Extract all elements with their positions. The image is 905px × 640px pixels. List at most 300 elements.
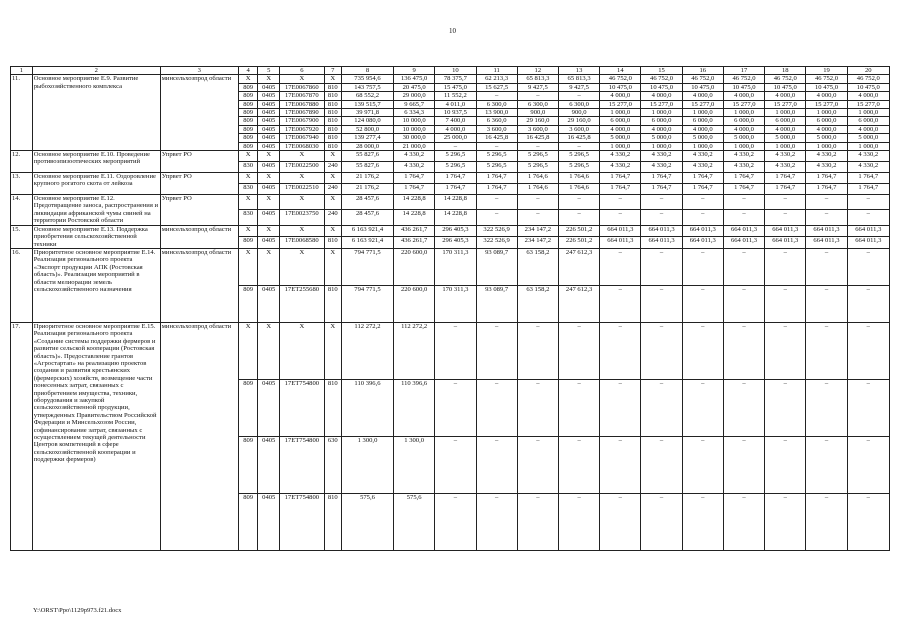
budget-code-cell: 0405 [258, 436, 280, 493]
budget-code-cell: 0405 [258, 109, 280, 117]
amount-cell: – [600, 493, 641, 550]
amount-cell: – [723, 436, 764, 493]
budget-code-cell: 810 [324, 125, 341, 133]
budget-code-cell: 809 [238, 92, 258, 100]
amount-cell: 5 296,5 [476, 151, 517, 162]
amount-cell: 28 457,6 [341, 210, 393, 225]
amount-cell: 664 011,3 [682, 237, 723, 249]
item-name: Приоритетное основное мероприятие Е.14. Реализация регионального проекта «Экспорт продукции АПК (Ростовская область)». Реализация мероприятий в области мелиорации земель сельскохозяйственного назначения [32, 248, 160, 322]
amount-cell: 4 000,0 [641, 92, 682, 100]
amount-cell: 124 080,0 [341, 117, 393, 125]
budget-code-cell: 830 [238, 210, 258, 225]
amount-cell: 5 296,5 [435, 151, 476, 162]
item-name: Приоритетное основное мероприятие Е.15. Реализация регионального проекта «Создание системы поддержки фермеров и развитие сельской кооперации (Ростовская область)». Предоставление грантов «Агростартап» на реализацию проектов создания и развития крестьянских (фермерских) хозяйств, возмещение части понесенных затрат, связанных с приобретением имущества, техники, оборудования и закупкой сельскохозяйственной продукции, утвержденных Правительством Российской Федерации и Минсельхозом России, софинансирование затрат, связанных с осуществлением текущей деятельности Центров компетенций в сфере сельскохозяйственной кооперации и поддержки фермеров) [32, 322, 160, 550]
budget-code-cell: X [258, 322, 280, 379]
amount-cell: 14 228,8 [394, 195, 435, 210]
column-number: 2 [32, 67, 160, 75]
budget-code-cell: X [238, 322, 258, 379]
amount-cell: – [765, 210, 806, 225]
amount-cell: 5 000,0 [765, 134, 806, 142]
budget-code-cell: 17ЕТ754800 [280, 493, 324, 550]
amount-cell: 1 764,6 [517, 184, 558, 195]
amount-cell: 6 000,0 [806, 117, 847, 125]
amount-cell: 1 764,7 [806, 173, 847, 184]
amount-cell: 29 160,0 [517, 117, 558, 125]
column-number: 16 [682, 67, 723, 75]
budget-code-cell: 0405 [258, 210, 280, 225]
budget-code-cell: 810 [324, 285, 341, 322]
amount-cell: – [641, 436, 682, 493]
budget-code-cell: X [324, 173, 341, 184]
amount-cell: – [682, 322, 723, 379]
column-number: 10 [435, 67, 476, 75]
amount-cell: – [847, 195, 889, 210]
amount-cell: 15 277,0 [765, 100, 806, 108]
budget-code-cell: 830 [238, 162, 258, 173]
table-row [11, 225, 890, 237]
amount-cell: 220 600,0 [394, 285, 435, 322]
amount-cell: 55 827,6 [341, 151, 393, 162]
amount-cell: 21 176,2 [341, 173, 393, 184]
budget-code-cell: 17Е0068030 [280, 142, 324, 150]
item-name: Основное мероприятие Е.11. Оздоровление крупного рогатого скота от лейкоза [32, 173, 160, 195]
table-row [11, 195, 890, 210]
budget-code-cell: X [280, 195, 324, 210]
item-executor: минсельхозпрод области [160, 75, 238, 151]
amount-cell: 1 764,7 [600, 184, 641, 195]
column-number: 4 [238, 67, 258, 75]
budget-code-cell: 0405 [258, 83, 280, 91]
amount-cell: 5 296,5 [558, 162, 599, 173]
budget-code-cell: 810 [324, 109, 341, 117]
item-name: Основное мероприятие Е.9. Развитие рыбохозяйственного комплекса [32, 75, 160, 151]
budget-code-cell: 17Е0022510 [280, 184, 324, 195]
amount-cell: – [765, 322, 806, 379]
amount-cell: 46 752,0 [847, 75, 889, 83]
amount-cell: 63 158,2 [517, 248, 558, 285]
amount-cell: 1 000,0 [847, 109, 889, 117]
amount-cell: 10 937,5 [435, 109, 476, 117]
amount-cell: – [558, 210, 599, 225]
budget-code-cell: X [238, 195, 258, 210]
amount-cell: 664 011,3 [765, 237, 806, 249]
amount-cell: 63 158,2 [517, 285, 558, 322]
amount-cell: – [682, 210, 723, 225]
amount-cell: 46 752,0 [723, 75, 764, 83]
amount-cell: – [558, 92, 599, 100]
amount-cell: 900,0 [517, 109, 558, 117]
amount-cell: 296 405,3 [435, 237, 476, 249]
amount-cell: 1 764,7 [847, 173, 889, 184]
amount-cell: 93 089,7 [476, 285, 517, 322]
amount-cell: – [476, 210, 517, 225]
amount-cell: 1 764,7 [765, 173, 806, 184]
amount-cell: 664 011,3 [600, 225, 641, 237]
amount-cell: 1 764,6 [517, 173, 558, 184]
amount-cell: 1 000,0 [806, 109, 847, 117]
amount-cell: 900,0 [558, 109, 599, 117]
amount-cell: 5 296,5 [476, 162, 517, 173]
amount-cell: – [641, 493, 682, 550]
amount-cell: 170 311,3 [435, 248, 476, 285]
budget-code-cell: 810 [324, 142, 341, 150]
amount-cell: – [600, 322, 641, 379]
amount-cell: – [682, 436, 723, 493]
budget-code-cell: 240 [324, 210, 341, 225]
amount-cell: 4 330,2 [682, 151, 723, 162]
budget-code-cell: X [280, 248, 324, 285]
amount-cell: – [476, 195, 517, 210]
budget-code-cell: 17Е0067880 [280, 100, 324, 108]
budget-code-cell: 0405 [258, 379, 280, 436]
amount-cell: 1 764,6 [558, 173, 599, 184]
amount-cell: 4 330,2 [394, 151, 435, 162]
budget-code-cell: X [258, 248, 280, 285]
amount-cell: – [847, 379, 889, 436]
budget-code-cell: 17Е0067940 [280, 134, 324, 142]
header-row [11, 67, 890, 75]
amount-cell: 4 000,0 [765, 92, 806, 100]
budget-code-cell: 0405 [258, 237, 280, 249]
amount-cell: 10 475,0 [806, 83, 847, 91]
amount-cell: 65 813,3 [558, 75, 599, 83]
column-number: 19 [806, 67, 847, 75]
amount-cell: 136 475,0 [394, 75, 435, 83]
column-number: 20 [847, 67, 889, 75]
item-executor: Упрвет РО [160, 195, 238, 226]
budget-code-cell: X [324, 322, 341, 379]
budget-code-cell: X [238, 173, 258, 184]
amount-cell: – [847, 322, 889, 379]
page-number: 10 [449, 27, 456, 35]
amount-cell: 1 764,6 [558, 184, 599, 195]
amount-cell: – [682, 195, 723, 210]
amount-cell: – [641, 379, 682, 436]
table-row [11, 151, 890, 162]
amount-cell: 46 752,0 [765, 75, 806, 83]
column-number: 17 [723, 67, 764, 75]
amount-cell: 7 400,0 [435, 117, 476, 125]
amount-cell: 4 000,0 [641, 125, 682, 133]
amount-cell: 6 000,0 [723, 117, 764, 125]
amount-cell: 234 147,2 [517, 225, 558, 237]
column-number: 7 [324, 67, 341, 75]
amount-cell: 1 764,7 [806, 184, 847, 195]
amount-cell: 29 000,0 [394, 92, 435, 100]
amount-cell: – [682, 379, 723, 436]
amount-cell: 68 552,2 [341, 92, 393, 100]
amount-cell: 735 954,6 [341, 75, 393, 83]
item-executor: Упрвет РО [160, 173, 238, 195]
amount-cell: 1 764,7 [641, 184, 682, 195]
budget-code-cell: X [258, 75, 280, 83]
amount-cell: – [558, 493, 599, 550]
amount-cell: 6 000,0 [641, 117, 682, 125]
amount-cell: 4 000,0 [847, 125, 889, 133]
amount-cell: 664 011,3 [847, 225, 889, 237]
budget-code-cell: 810 [324, 379, 341, 436]
budget-code-cell: 810 [324, 100, 341, 108]
amount-cell: – [517, 142, 558, 150]
amount-cell: 1 000,0 [723, 109, 764, 117]
budget-code-cell: X [258, 195, 280, 210]
amount-cell: – [558, 195, 599, 210]
amount-cell: 15 627,5 [476, 83, 517, 91]
budget-code-cell: X [324, 151, 341, 162]
amount-cell: 139 515,7 [341, 100, 393, 108]
amount-cell: 4 330,2 [765, 162, 806, 173]
amount-cell: 39 971,8 [341, 109, 393, 117]
amount-cell: – [765, 195, 806, 210]
column-number: 5 [258, 67, 280, 75]
amount-cell: 14 228,8 [435, 195, 476, 210]
amount-cell: 4 000,0 [847, 92, 889, 100]
amount-cell: 16 425,8 [558, 134, 599, 142]
item-number: 11. [11, 75, 33, 151]
amount-cell: 4 000,0 [682, 125, 723, 133]
amount-cell: 664 011,3 [682, 225, 723, 237]
budget-code-cell: 810 [324, 237, 341, 249]
amount-cell: 6 300,0 [476, 100, 517, 108]
amount-cell: – [435, 436, 476, 493]
amount-cell: 16 425,8 [476, 134, 517, 142]
budget-code-cell: 630 [324, 436, 341, 493]
amount-cell: – [806, 493, 847, 550]
budget-code-cell: 17Е0022500 [280, 162, 324, 173]
item-name: Основное мероприятие Е.12. Предотвращение заноса, распространения и ликвидация африканской чумы свиней на территории Ростовской области [32, 195, 160, 226]
amount-cell: 1 764,7 [394, 173, 435, 184]
amount-cell: 93 089,7 [476, 248, 517, 285]
amount-cell: – [682, 248, 723, 285]
amount-cell: 15 277,0 [847, 100, 889, 108]
amount-cell: 5 000,0 [682, 134, 723, 142]
amount-cell: 28 457,6 [341, 195, 393, 210]
amount-cell: – [723, 493, 764, 550]
budget-code-cell: X [258, 173, 280, 184]
budget-code-cell: 17Е0067860 [280, 83, 324, 91]
budget-table [10, 66, 890, 551]
amount-cell: 664 011,3 [806, 225, 847, 237]
amount-cell: – [435, 379, 476, 436]
budget-code-cell: 809 [238, 436, 258, 493]
amount-cell: 4 330,2 [847, 151, 889, 162]
amount-cell: 4 330,2 [682, 162, 723, 173]
amount-cell: 4 330,2 [723, 162, 764, 173]
budget-code-cell: 0405 [258, 285, 280, 322]
amount-cell: 3 600,0 [517, 125, 558, 133]
budget-code-cell: X [280, 322, 324, 379]
budget-code-cell: 810 [324, 117, 341, 125]
amount-cell: 1 300,0 [341, 436, 393, 493]
amount-cell: – [517, 379, 558, 436]
budget-code-cell: 17Е0067920 [280, 125, 324, 133]
amount-cell: 664 011,3 [847, 237, 889, 249]
item-number: 12. [11, 151, 33, 173]
amount-cell: – [476, 322, 517, 379]
amount-cell: – [476, 493, 517, 550]
amount-cell: 4 330,2 [847, 162, 889, 173]
amount-cell: 4 000,0 [806, 125, 847, 133]
amount-cell: 5 296,5 [517, 162, 558, 173]
amount-cell: 1 000,0 [847, 142, 889, 150]
amount-cell: – [517, 322, 558, 379]
budget-code-cell: X [324, 248, 341, 285]
amount-cell: 4 000,0 [682, 92, 723, 100]
amount-cell: 226 501,2 [558, 225, 599, 237]
budget-code-cell: X [238, 248, 258, 285]
amount-cell: – [806, 436, 847, 493]
item-number: 14. [11, 195, 33, 226]
amount-cell: – [641, 248, 682, 285]
amount-cell: 4 000,0 [723, 92, 764, 100]
amount-cell: 170 311,3 [435, 285, 476, 322]
amount-cell: 62 213,3 [476, 75, 517, 83]
amount-cell: 296 405,3 [435, 225, 476, 237]
amount-cell: 664 011,3 [765, 225, 806, 237]
amount-cell: – [435, 322, 476, 379]
table-row [11, 173, 890, 184]
amount-cell: – [517, 195, 558, 210]
item-executor: минсельхозпрод области [160, 322, 238, 550]
budget-code-cell: 809 [238, 109, 258, 117]
amount-cell: 15 277,0 [682, 100, 723, 108]
amount-cell: 794 771,5 [341, 248, 393, 285]
file-path-footer: Y:\ORST\Ppo\1129p973.f21.docx [33, 607, 122, 614]
budget-code-cell: 17ЕТ754800 [280, 379, 324, 436]
amount-cell: 3 600,0 [558, 125, 599, 133]
column-number: 15 [641, 67, 682, 75]
amount-cell: 5 000,0 [847, 134, 889, 142]
budget-code-cell: 17Е0068580 [280, 237, 324, 249]
amount-cell: 6 300,0 [558, 100, 599, 108]
amount-cell: – [765, 379, 806, 436]
amount-cell: 4 330,2 [394, 162, 435, 173]
table-row [11, 75, 890, 83]
amount-cell: 6 163 921,4 [341, 237, 393, 249]
amount-cell: 10 475,0 [600, 83, 641, 91]
amount-cell: 4 330,2 [723, 151, 764, 162]
amount-cell: 28 000,0 [341, 142, 393, 150]
budget-code-cell: X [280, 75, 324, 83]
amount-cell: – [723, 322, 764, 379]
amount-cell: 20 475,0 [394, 83, 435, 91]
budget-code-cell: 0405 [258, 125, 280, 133]
amount-cell: 3 600,0 [476, 125, 517, 133]
amount-cell: 4 330,2 [600, 162, 641, 173]
amount-cell: 234 147,2 [517, 237, 558, 249]
budget-code-cell: 809 [238, 142, 258, 150]
amount-cell: 220 600,0 [394, 248, 435, 285]
amount-cell: 4 000,0 [600, 125, 641, 133]
amount-cell: 10 475,0 [765, 83, 806, 91]
column-number: 1 [11, 67, 33, 75]
amount-cell: 10 000,0 [394, 117, 435, 125]
budget-code-cell: 0405 [258, 162, 280, 173]
budget-code-cell: 0405 [258, 117, 280, 125]
amount-cell: 46 752,0 [641, 75, 682, 83]
amount-cell: – [723, 210, 764, 225]
amount-cell: 1 000,0 [682, 109, 723, 117]
budget-code-cell: 809 [238, 237, 258, 249]
amount-cell: 9 665,7 [394, 100, 435, 108]
amount-cell: – [476, 92, 517, 100]
amount-cell: 46 752,0 [600, 75, 641, 83]
item-executor: Упрвет РО [160, 151, 238, 173]
budget-code-cell: 809 [238, 117, 258, 125]
budget-code-cell: 0405 [258, 184, 280, 195]
amount-cell: 1 000,0 [765, 109, 806, 117]
amount-cell: 1 000,0 [806, 142, 847, 150]
amount-cell: 10 475,0 [723, 83, 764, 91]
amount-cell: 21 000,0 [394, 142, 435, 150]
amount-cell: 139 277,4 [341, 134, 393, 142]
budget-code-cell: 809 [238, 493, 258, 550]
amount-cell: 1 764,7 [600, 173, 641, 184]
amount-cell: 6 000,0 [847, 117, 889, 125]
budget-code-cell: 0405 [258, 100, 280, 108]
budget-code-cell: X [238, 75, 258, 83]
budget-code-cell: 0405 [258, 92, 280, 100]
amount-cell: 6 000,0 [682, 117, 723, 125]
budget-code-cell: 240 [324, 184, 341, 195]
amount-cell: 1 764,7 [641, 173, 682, 184]
amount-cell: 794 771,5 [341, 285, 393, 322]
amount-cell: 5 000,0 [723, 134, 764, 142]
amount-cell: 4 000,0 [600, 92, 641, 100]
amount-cell: 664 011,3 [723, 225, 764, 237]
amount-cell: 15 277,0 [806, 100, 847, 108]
amount-cell: – [476, 142, 517, 150]
amount-cell: 1 000,0 [641, 109, 682, 117]
amount-cell: 46 752,0 [682, 75, 723, 83]
amount-cell: 226 501,2 [558, 237, 599, 249]
budget-code-cell: 809 [238, 285, 258, 322]
amount-cell: – [517, 493, 558, 550]
amount-cell: 15 277,0 [600, 100, 641, 108]
amount-cell: – [600, 248, 641, 285]
amount-cell: – [806, 379, 847, 436]
amount-cell: – [806, 285, 847, 322]
amount-cell: – [435, 493, 476, 550]
amount-cell: 78 375,7 [435, 75, 476, 83]
amount-cell: 21 176,2 [341, 184, 393, 195]
amount-cell: – [476, 436, 517, 493]
amount-cell: – [600, 195, 641, 210]
amount-cell: 1 000,0 [765, 142, 806, 150]
column-number: 13 [558, 67, 599, 75]
amount-cell: 4 330,2 [806, 162, 847, 173]
column-number: 9 [394, 67, 435, 75]
budget-code-cell: X [324, 195, 341, 210]
amount-cell: 1 000,0 [682, 142, 723, 150]
amount-cell: 575,6 [341, 493, 393, 550]
amount-cell: 13 900,0 [476, 109, 517, 117]
amount-cell: 10 475,0 [641, 83, 682, 91]
amount-cell: 4 330,2 [641, 151, 682, 162]
item-name: Основное мероприятие Е.10. Проведение противоэпизоотических мероприятий [32, 151, 160, 173]
amount-cell: – [806, 210, 847, 225]
amount-cell: – [600, 285, 641, 322]
budget-code-cell: X [238, 225, 258, 237]
amount-cell: 5 296,5 [517, 151, 558, 162]
amount-cell: 15 277,0 [641, 100, 682, 108]
amount-cell: 6 300,0 [517, 100, 558, 108]
budget-code-cell: X [238, 151, 258, 162]
column-number: 6 [280, 67, 324, 75]
budget-code-cell: 240 [324, 162, 341, 173]
amount-cell: 5 000,0 [641, 134, 682, 142]
amount-cell: 52 800,0 [341, 125, 393, 133]
